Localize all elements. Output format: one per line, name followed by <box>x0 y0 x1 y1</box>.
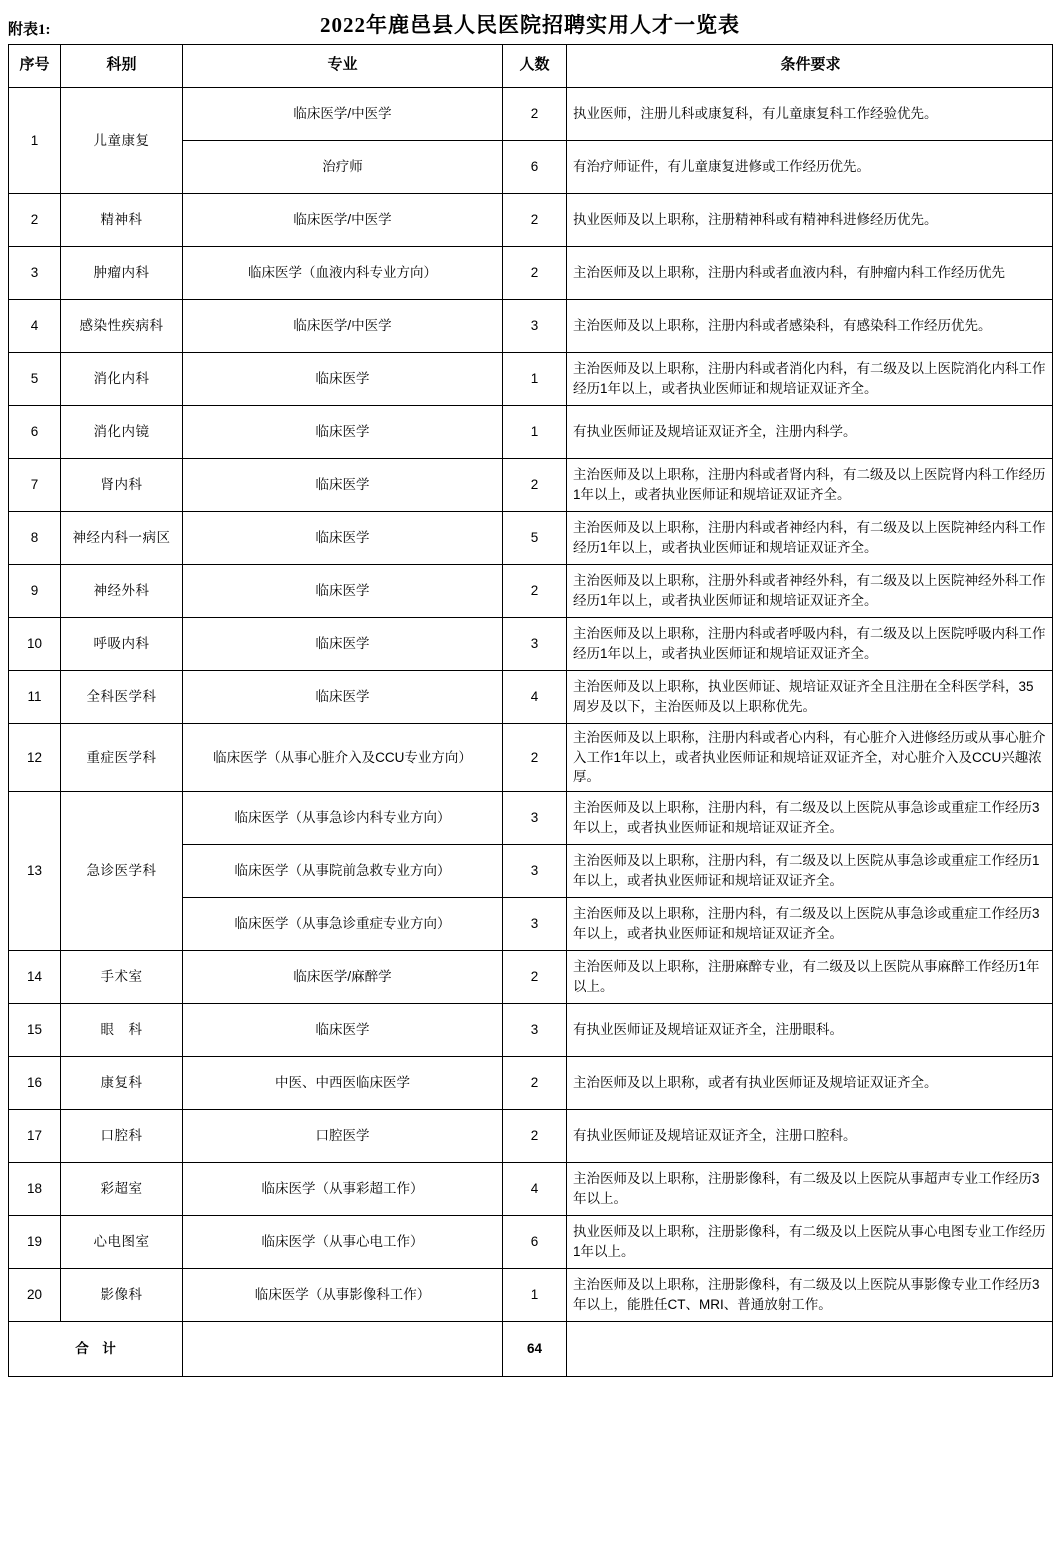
cell-department: 肾内科 <box>61 459 183 512</box>
col-header-major: 专业 <box>183 45 503 88</box>
cell-major: 临床医学 <box>183 512 503 565</box>
cell-no: 11 <box>9 671 61 724</box>
cell-major: 临床医学 <box>183 565 503 618</box>
cell-count: 2 <box>503 950 567 1003</box>
cell-count: 3 <box>503 618 567 671</box>
cell-no: 19 <box>9 1215 61 1268</box>
cell-count: 3 <box>503 1003 567 1056</box>
cell-condition: 主治医师及以上职称，注册内科，有二级及以上医院从事急诊或重症工作经历3年以上，或者执业医师证和规培证双证齐全。 <box>567 791 1053 844</box>
table-row <box>9 1215 1053 1268</box>
cell-major: 临床医学/中医学 <box>183 194 503 247</box>
cell-count: 4 <box>503 671 567 724</box>
cell-no: 12 <box>9 724 61 792</box>
col-header-dept: 科别 <box>61 45 183 88</box>
cell-count: 1 <box>503 353 567 406</box>
cell-condition: 主治医师及以上职称，注册麻醉专业，有二级及以上医院从事麻醉工作经历1年以上。 <box>567 950 1053 1003</box>
table-row <box>9 671 1053 724</box>
table-row <box>9 459 1053 512</box>
total-count: 64 <box>503 1321 567 1376</box>
table-row <box>9 950 1053 1003</box>
cell-count: 2 <box>503 459 567 512</box>
cell-major: 临床医学（从事急诊重症专业方向） <box>183 897 503 950</box>
cell-condition: 主治医师及以上职称，注册内科或者神经内科，有二级及以上医院神经内科工作经历1年以上，或者执业医师证和规培证双证齐全。 <box>567 512 1053 565</box>
cell-major: 临床医学（从事彩超工作） <box>183 1162 503 1215</box>
table-row <box>9 565 1053 618</box>
cell-department: 呼吸内科 <box>61 618 183 671</box>
cell-count: 3 <box>503 791 567 844</box>
cell-department: 眼 科 <box>61 1003 183 1056</box>
cell-department: 心电图室 <box>61 1215 183 1268</box>
cell-major: 临床医学 <box>183 671 503 724</box>
cell-no: 15 <box>9 1003 61 1056</box>
table-row <box>9 1268 1053 1321</box>
col-header-condition: 条件要求 <box>567 45 1053 88</box>
cell-condition: 主治医师及以上职称，执业医师证、规培证双证齐全且注册在全科医学科，35周岁及以下，主治医师及以上职称优先。 <box>567 671 1053 724</box>
cell-department: 消化内镜 <box>61 406 183 459</box>
cell-major: 临床医学 <box>183 353 503 406</box>
table-row <box>9 618 1053 671</box>
cell-major: 治疗师 <box>183 141 503 194</box>
cell-department: 口腔科 <box>61 1109 183 1162</box>
cell-department: 重症医学科 <box>61 724 183 792</box>
cell-no: 10 <box>9 618 61 671</box>
cell-department: 肿瘤内科 <box>61 247 183 300</box>
cell-major: 临床医学（从事影像科工作） <box>183 1268 503 1321</box>
cell-no: 14 <box>9 950 61 1003</box>
cell-condition: 主治医师及以上职称，注册内科或者感染科，有感染科工作经历优先。 <box>567 300 1053 353</box>
cell-count: 2 <box>503 88 567 141</box>
cell-count: 4 <box>503 1162 567 1215</box>
cell-condition: 有执业医师证及规培证双证齐全，注册内科学。 <box>567 406 1053 459</box>
cell-department: 神经外科 <box>61 565 183 618</box>
cell-department: 全科医学科 <box>61 671 183 724</box>
cell-department: 手术室 <box>61 950 183 1003</box>
cell-count: 1 <box>503 406 567 459</box>
cell-major: 临床医学/麻醉学 <box>183 950 503 1003</box>
cell-no: 13 <box>9 791 61 950</box>
cell-no: 5 <box>9 353 61 406</box>
cell-major: 临床医学 <box>183 459 503 512</box>
cell-count: 3 <box>503 897 567 950</box>
cell-condition: 主治医师及以上职称，注册内科，有二级及以上医院从事急诊或重症工作经历3年以上，或者执业医师证和规培证双证齐全。 <box>567 897 1053 950</box>
total-label: 合 计 <box>9 1321 183 1376</box>
cell-no: 3 <box>9 247 61 300</box>
cell-count: 3 <box>503 844 567 897</box>
cell-condition: 主治医师及以上职称，或者有执业医师证及规培证双证齐全。 <box>567 1056 1053 1109</box>
table-total-row <box>9 1321 1053 1376</box>
table-row <box>9 353 1053 406</box>
cell-condition: 执业医师，注册儿科或康复科，有儿童康复科工作经验优先。 <box>567 88 1053 141</box>
cell-condition: 主治医师及以上职称，注册内科，有二级及以上医院从事急诊或重症工作经历1年以上，或者执业医师证和规培证双证齐全。 <box>567 844 1053 897</box>
cell-count: 2 <box>503 565 567 618</box>
cell-major: 中医、中西医临床医学 <box>183 1056 503 1109</box>
cell-count: 6 <box>503 141 567 194</box>
cell-department: 精神科 <box>61 194 183 247</box>
cell-no: 1 <box>9 88 61 194</box>
cell-department: 康复科 <box>61 1056 183 1109</box>
cell-count: 2 <box>503 724 567 792</box>
cell-major: 临床医学（从事心电工作） <box>183 1215 503 1268</box>
cell-department: 彩超室 <box>61 1162 183 1215</box>
col-header-no: 序号 <box>9 45 61 88</box>
cell-condition: 主治医师及以上职称，注册内科或者呼吸内科，有二级及以上医院呼吸内科工作经历1年以上，或者执业医师证和规培证双证齐全。 <box>567 618 1053 671</box>
cell-major: 临床医学/中医学 <box>183 88 503 141</box>
cell-no: 2 <box>9 194 61 247</box>
table-header <box>9 45 1053 88</box>
cell-condition: 主治医师及以上职称，注册外科或者神经外科，有二级及以上医院神经外科工作经历1年以上，或者执业医师证和规培证双证齐全。 <box>567 565 1053 618</box>
cell-department: 影像科 <box>61 1268 183 1321</box>
cell-no: 16 <box>9 1056 61 1109</box>
total-condition <box>567 1321 1053 1376</box>
cell-department: 感染性疾病科 <box>61 300 183 353</box>
table-row <box>9 247 1053 300</box>
cell-condition: 主治医师及以上职称，注册内科或者肾内科，有二级及以上医院肾内科工作经历1年以上，或者执业医师证和规培证双证齐全。 <box>567 459 1053 512</box>
cell-no: 18 <box>9 1162 61 1215</box>
cell-major: 临床医学（血液内科专业方向） <box>183 247 503 300</box>
table-row <box>9 194 1053 247</box>
cell-major: 口腔医学 <box>183 1109 503 1162</box>
cell-major: 临床医学（从事院前急救专业方向） <box>183 844 503 897</box>
table-row <box>9 1003 1053 1056</box>
table-row <box>9 791 1053 844</box>
cell-department: 儿童康复 <box>61 88 183 194</box>
cell-department: 急诊医学科 <box>61 791 183 950</box>
cell-condition: 主治医师及以上职称，注册内科或者消化内科，有二级及以上医院消化内科工作经历1年以上，或者执业医师证和规培证双证齐全。 <box>567 353 1053 406</box>
cell-count: 3 <box>503 300 567 353</box>
cell-condition: 有执业医师证及规培证双证齐全，注册眼科。 <box>567 1003 1053 1056</box>
cell-no: 20 <box>9 1268 61 1321</box>
cell-condition: 有治疗师证件，有儿童康复进修或工作经历优先。 <box>567 141 1053 194</box>
table-row <box>9 512 1053 565</box>
cell-no: 6 <box>9 406 61 459</box>
cell-condition: 有执业医师证及规培证双证齐全，注册口腔科。 <box>567 1109 1053 1162</box>
table-row <box>9 88 1053 141</box>
cell-condition: 主治医师及以上职称，注册内科或者血液内科，有肿瘤内科工作经历优先 <box>567 247 1053 300</box>
cell-count: 2 <box>503 247 567 300</box>
cell-no: 8 <box>9 512 61 565</box>
cell-major: 临床医学/中医学 <box>183 300 503 353</box>
table-row <box>9 406 1053 459</box>
cell-major: 临床医学 <box>183 406 503 459</box>
table-body <box>9 88 1053 1377</box>
recruitment-table <box>8 44 1053 1377</box>
table-row <box>9 1109 1053 1162</box>
table-row <box>9 724 1053 792</box>
cell-no: 9 <box>9 565 61 618</box>
col-header-count: 人数 <box>503 45 567 88</box>
cell-no: 7 <box>9 459 61 512</box>
table-row <box>9 1056 1053 1109</box>
cell-condition: 执业医师及以上职称，注册影像科，有二级及以上医院从事心电图专业工作经历1年以上。 <box>567 1215 1053 1268</box>
cell-count: 2 <box>503 194 567 247</box>
cell-count: 5 <box>503 512 567 565</box>
cell-major: 临床医学 <box>183 618 503 671</box>
document-header <box>8 8 1052 42</box>
table-header-row <box>9 45 1053 88</box>
attachment-label: 附表1: <box>8 22 51 38</box>
cell-no: 17 <box>9 1109 61 1162</box>
cell-major: 临床医学（从事心脏介入及CCU专业方向） <box>183 724 503 792</box>
cell-department: 神经内科一病区 <box>61 512 183 565</box>
cell-count: 2 <box>503 1056 567 1109</box>
cell-major: 临床医学（从事急诊内科专业方向） <box>183 791 503 844</box>
cell-count: 2 <box>503 1109 567 1162</box>
cell-condition: 主治医师及以上职称，注册内科或者心内科，有心脏介入进修经历或从事心脏介入工作1年以上，或者执业医师证和规培证双证齐全，对心脏介入及CCU兴趣浓厚。 <box>567 724 1053 792</box>
total-major <box>183 1321 503 1376</box>
table-row <box>9 1162 1053 1215</box>
cell-major: 临床医学 <box>183 1003 503 1056</box>
cell-no: 4 <box>9 300 61 353</box>
table-row <box>9 300 1053 353</box>
cell-condition: 执业医师及以上职称，注册精神科或有精神科进修经历优先。 <box>567 194 1053 247</box>
page-title: 2022年鹿邑县人民医院招聘实用人才一览表 <box>320 13 740 37</box>
cell-count: 6 <box>503 1215 567 1268</box>
cell-condition: 主治医师及以上职称，注册影像科，有二级及以上医院从事超声专业工作经历3年以上。 <box>567 1162 1053 1215</box>
cell-department: 消化内科 <box>61 353 183 406</box>
cell-condition: 主治医师及以上职称，注册影像科，有二级及以上医院从事影像专业工作经历3年以上，能胜任CT、MRI、普通放射工作。 <box>567 1268 1053 1321</box>
cell-count: 1 <box>503 1268 567 1321</box>
